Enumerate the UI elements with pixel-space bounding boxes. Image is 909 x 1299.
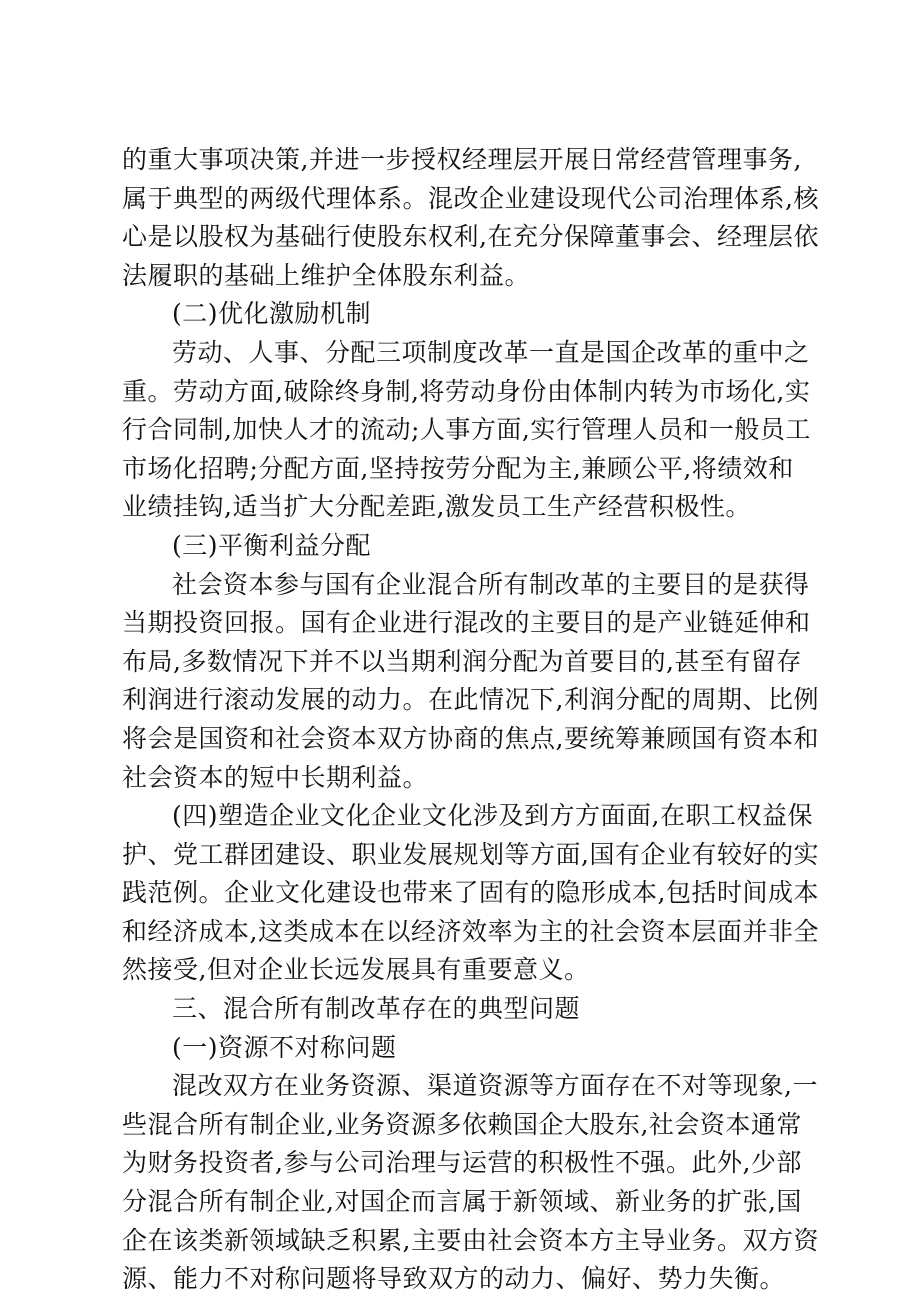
- text-line: 然接受,但对企业长远发展具有重要意义。: [122, 955, 590, 985]
- text-line: 业绩挂钩,适当扩大分配差距,激发员工生产经营积极性。: [122, 492, 751, 522]
- text-line: 混改双方在业务资源、渠道资源等方面存在不对等现象,一: [172, 1071, 818, 1101]
- text-line: 企在该类新领域缺乏积累,主要由社会资本方主导业务。双方资: [122, 1225, 819, 1255]
- text-line: 些混合所有制企业,业务资源多依赖国企大股东,社会资本通常: [122, 1109, 802, 1139]
- text-line: 为财务投资者,参与公司治理与运营的积极性不强。此外,少部: [122, 1148, 802, 1178]
- text-line: 行合同制,加快人才的流动;人事方面,实行管理人员和一般员工: [122, 415, 811, 445]
- document-body: [122, 141, 819, 1299]
- text-line: (一)资源不对称问题: [172, 1032, 397, 1062]
- text-line: (三)平衡利益分配: [172, 530, 372, 560]
- text-line: 将会是国资和社会资本双方协商的焦点,要统筹兼顾国有资本和: [122, 723, 819, 753]
- text-line: 践范例。企业文化建设也带来了固有的隐形成本,包括时间成本: [122, 878, 819, 908]
- text-line: 市场化招聘;分配方面,坚持按劳分配为主,兼顾公平,将绩效和: [122, 453, 794, 483]
- text-line: 重。劳动方面,破除终身制,将劳动身份由体制内转为市场化,实: [122, 376, 811, 406]
- text-line: (四)塑造企业文化企业文化涉及到方方面面,在职工权益保: [172, 801, 813, 831]
- text-line: 护、党工群团建设、职业发展规划等方面,国有企业有较好的实: [122, 839, 819, 869]
- text-line: 心是以股权为基础行使股东权利,在充分保障董事会、经理层依: [122, 222, 819, 252]
- text-line: 法履职的基础上维护全体股东利益。: [122, 260, 531, 290]
- text-line: 社会资本的短中长期利益。: [122, 762, 429, 792]
- text-line: 源、能力不对称问题将导致双方的动力、偏好、势力失衡。: [122, 1264, 786, 1294]
- text-line: 三、混合所有制改革存在的典型问题: [172, 994, 581, 1024]
- text-line: 和经济成本,这类成本在以经济效率为主的社会资本层面并非全: [122, 916, 819, 946]
- text-line: 属于典型的两级代理体系。混改企业建设现代公司治理体系,核: [122, 183, 819, 213]
- text-line: 的重大事项决策,并进一步授权经理层开展日常经营管理事务,: [122, 145, 802, 174]
- text-line: (二)优化激励机制: [172, 299, 372, 329]
- text-line: 当期投资回报。国有企业进行混改的主要目的是产业链延伸和: [122, 608, 811, 638]
- text-line: 社会资本参与国有企业混合所有制改革的主要目的是获得: [172, 569, 810, 599]
- text-line: 分混合所有制企业,对国企而言属于新领域、新业务的扩张,国: [122, 1187, 802, 1217]
- text-line: 利润进行滚动发展的动力。在此情况下,利润分配的周期、比例: [122, 685, 819, 715]
- text-line: 劳动、人事、分配三项制度改革一直是国企改革的重中之: [172, 337, 810, 367]
- text-line: 布局,多数情况下并不以当期利润分配为首要目的,甚至有留存: [122, 646, 802, 676]
